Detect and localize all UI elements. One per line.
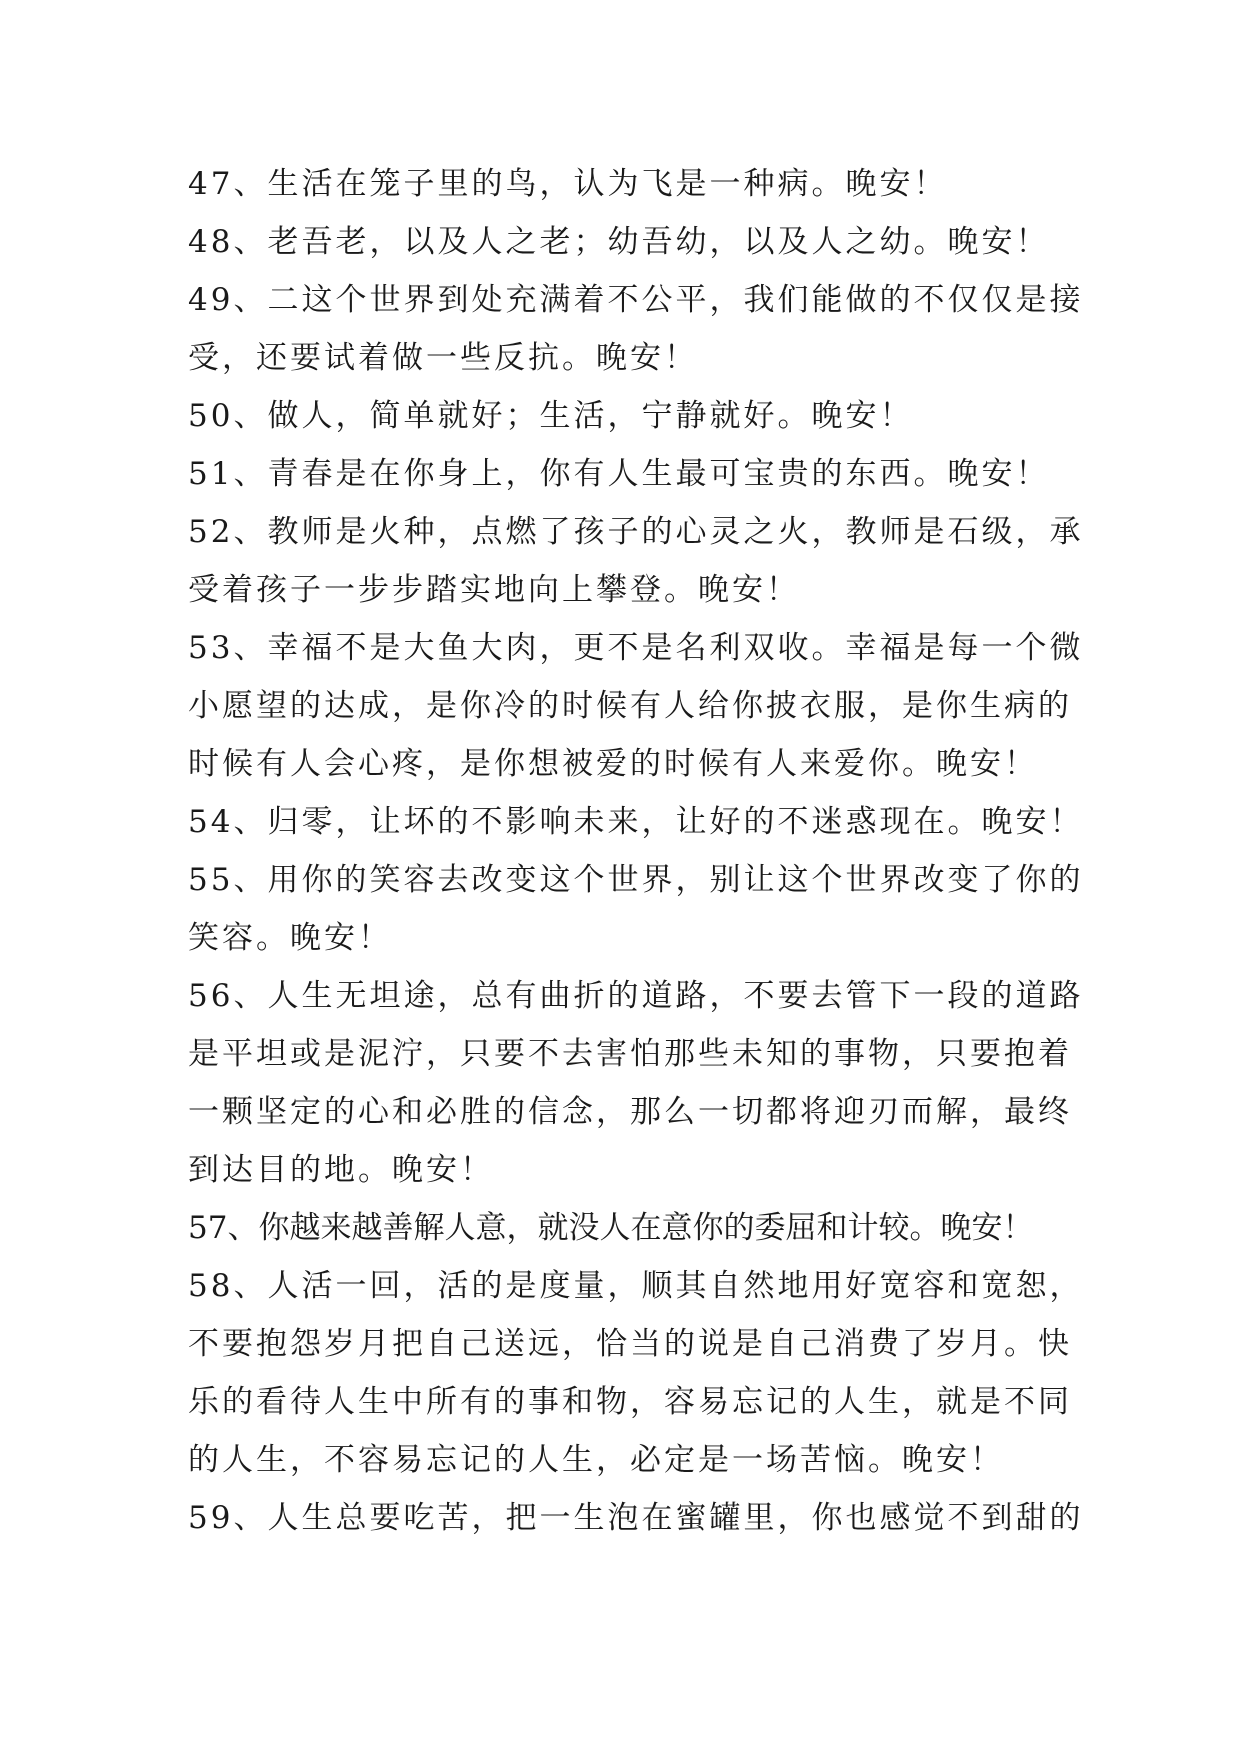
text-line: 的人生，不容易忘记的人生，必定是一场苦恼。晚安！ — [188, 1442, 1004, 1478]
text-line: 53、幸福不是大鱼大肉，更不是名利双收。幸福是每一个微 — [188, 630, 1084, 666]
text-line: 乐的看待人生中所有的事和物，容易忘记的人生，就是不同 — [188, 1384, 1072, 1420]
text-line: 到达目的地。晚安！ — [188, 1152, 494, 1188]
text-line: 58、人活一回，活的是度量，顺其自然地用好宽容和宽恕， — [188, 1268, 1084, 1304]
text-line: 55、用你的笑容去改变这个世界，别让这个世界改变了你的 — [188, 862, 1084, 898]
text-line: 54、归零，让坏的不影响未来，让好的不迷惑现在。晚安！ — [188, 804, 1084, 840]
text-line: 小愿望的达成，是你冷的时候有人给你披衣服，是你生病的 — [188, 688, 1072, 724]
text-line: 是平坦或是泥泞，只要不去害怕那些未知的事物，只要抱着 — [188, 1036, 1072, 1072]
text-line: 时候有人会心疼，是你想被爱的时候有人来爱你。晚安！ — [188, 746, 1038, 782]
text-line: 57、你越来越善解人意，就没人在意你的委屈和计较。晚安！ — [188, 1210, 1034, 1246]
text-line: 56、人生无坦途，总有曲折的道路，不要去管下一段的道路 — [188, 978, 1084, 1014]
text-line: 59、人生总要吃苦，把一生泡在蜜罐里，你也感觉不到甜的 — [188, 1500, 1084, 1536]
text-line: 52、教师是火种，点燃了孩子的心灵之火，教师是石级，承 — [188, 514, 1084, 550]
text-line: 受，还要试着做一些反抗。晚安！ — [188, 340, 698, 376]
text-line: 48、老吾老，以及人之老；幼吾幼，以及人之幼。晚安！ — [188, 224, 1050, 260]
text-line: 一颗坚定的心和必胜的信念，那么一切都将迎刃而解，最终 — [188, 1094, 1072, 1130]
text-line: 50、做人，简单就好；生活，宁静就好。晚安！ — [188, 398, 914, 434]
text-line: 不要抱怨岁月把自己送远，恰当的说是自己消费了岁月。快 — [188, 1326, 1072, 1362]
document-body — [188, 155, 1084, 1547]
text-line: 51、青春是在你身上，你有人生最可宝贵的东西。晚安！ — [188, 456, 1050, 492]
text-line: 受着孩子一步步踏实地向上攀登。晚安！ — [188, 572, 800, 608]
text-line: 笑容。晚安！ — [188, 920, 392, 956]
text-line: 49、二这个世界到处充满着不公平，我们能做的不仅仅是接 — [188, 282, 1084, 318]
text-line: 47、生活在笼子里的鸟，认为飞是一种病。晚安！ — [188, 166, 948, 202]
